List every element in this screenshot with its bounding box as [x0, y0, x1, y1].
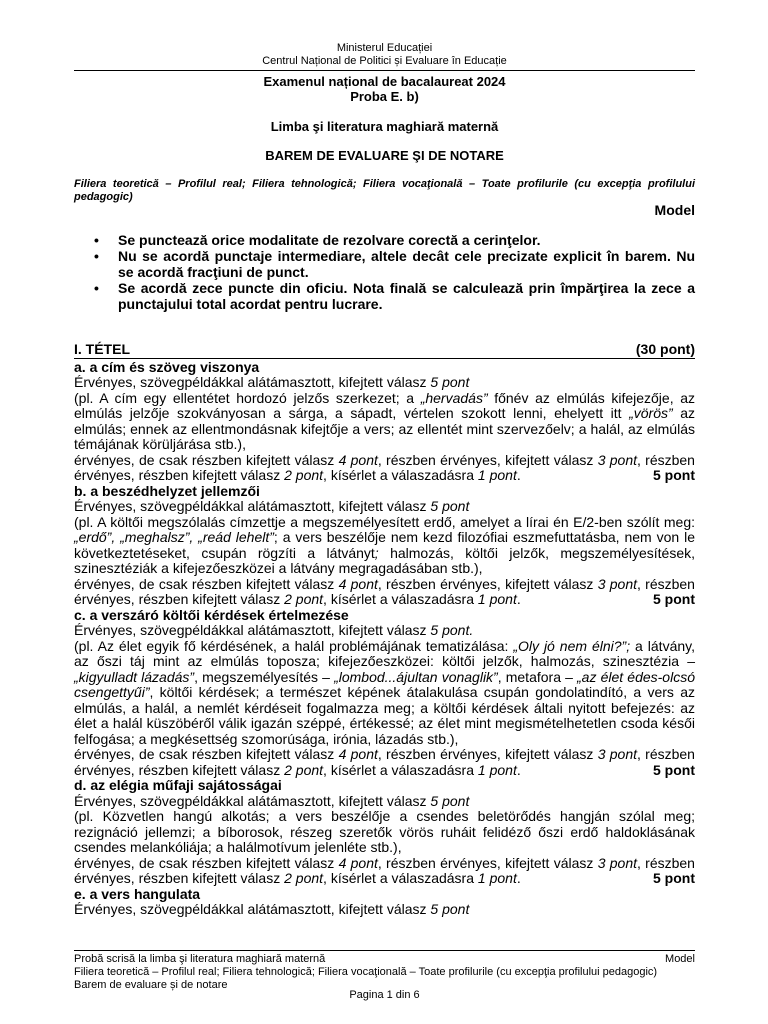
section-a-example: (pl. A cím egy ellentétet hordozó jelzős szerkezet; a „hervadás” főnév az elmúlás kifejezője, az elmúlás jelzője szokványosan a sárga, a sápadt, vértelen szokott lenni, ehelyett itt „vörös” az elmúlás; ennek az ellentmondásnak kifejtője a vers; az ellentét mint szervezőelv; a halál, az elmúlás témájának körüljárása stb.),	[74, 389, 695, 452]
section-c-valid: Érvényes, szövegpéldákkal alátámasztott, kifejtett válasz 5 pont.	[74, 622, 474, 638]
rule-item: • Se punctează orice modalitate de rezolvare corectă a cerinţelor.	[94, 232, 541, 248]
section-b-title: b. a beszédhelyzet jellemzői	[74, 482, 260, 499]
bullet-icon: •	[94, 232, 99, 248]
section-a-scoring: érvényes, de csak részben kifejtett válasz 4 pont, részben érvényes, kifejtett válasz 3 pont, részben érvényes, részben kifejtett válasz 2 pont, kísérlet a válaszadásra 1 pont. 5 pont	[74, 451, 695, 483]
footer-exam: Probă scrisă la limba şi literatura maghiară maternă	[74, 953, 326, 965]
proba-title: Proba E. b)	[350, 89, 419, 104]
section-d-total: 5 pont	[653, 870, 695, 886]
section-b-example: (pl. A költői megszólalás címzettje a megszemélyesített erdő, amelyet a lírai én E/2-ben szólít meg: „erdő”, „meghalsz”, „reád lehelt”; a vers beszélője nem kezd filozófiai eszmefuttatásba, nem von le következtetéseket, csupán rögzíti a látványt; halmozás, költői jelzők, megszemélyesítések, szinesztéziák a kifejezőeszközei a látvány megragadásában stb.),	[74, 513, 696, 576]
model-label: Model	[654, 202, 695, 218]
filiera-text: Filiera teoretică – Profilul real; Filiera tehnologică; Filiera vocaţională – Toate profilurile (cu excepţia profilului pedagogic)	[74, 178, 695, 203]
header-divider	[74, 70, 695, 71]
section-c-example: (pl. Az élet egyik fő kérdésének, a halál problémájának tematizálása: „Oly jó nem élni?”; a látvány, az őszi táj mint az elmúlás toposza; kifejezőeszközei: költői jelzők, halmozás, szinesztézia – „kigyulladt lázadás”, megszemélyesítés – „lombod...ájultan vonaglik”, metafora – „az élet édes-olcsó csengettyűi”, költői kérdések; a természet képének átalakulása csupán gondolatindító, a vers az elmúlás, a halál, a nemlét kérdéseit fogalmazza meg; a költői kérdések általi nyitott befejezés: az élet a halál küszöbéről válik igazán széppé, értékessé; az élet mint megismételhetetlen csoda késői felfogása; a megkésettség szomorúsága, irónia, lázadás stb.),	[74, 637, 695, 747]
section-d-example: (pl. Közvetlen hangú alkotás; a vers beszélője a csendes beletörődés hangján szólal meg; rezignáció jellemzi; a bíborosok, részeg szeretők vörös ruháit felidéző őszi erdő haldoklásának csendes melankóliája; a halálmotívum jelenléte stb.),	[74, 808, 695, 855]
section-b-scoring: érvényes, de csak részben kifejtett válasz 4 pont, részben érvényes, kifejtett válasz 3 pont, részben érvényes, részben kifejtett válasz 2 pont, kísérlet a válaszadásra 1 pont. 5 pont	[74, 575, 695, 607]
section-c-scoring: érvényes, de csak részben kifejtett válasz 4 pont, részben érvényes, kifejtett válasz 3 pont, részben érvényes, részben kifejtett válasz 2 pont, kísérlet a válaszadásra 1 pont. 5 pont	[74, 746, 695, 778]
section-d-valid: Érvényes, szövegpéldákkal alátámasztott, kifejtett válasz 5 pont	[74, 792, 470, 809]
section-a-title: a. a cím és szöveg viszonya	[74, 358, 260, 375]
exam-title: Examenul național de bacalaureat 2024	[263, 74, 506, 89]
tetel-title: I. TÉTEL	[74, 341, 130, 357]
footer-divider	[74, 950, 695, 951]
rule-item: • Nu se acordă punctaje intermediare, altele decât cele precizate explicit în barem. Nu se acordă fracţiuni de punct.	[94, 248, 695, 280]
section-c-title: c. a verszáró költői kérdések értelmezése	[74, 606, 349, 623]
center-name: Centrul Național de Politici și Evaluare în Educație	[262, 55, 507, 67]
footer-model: Model	[665, 953, 695, 965]
document-page	[74, 0, 695, 1024]
section-d-scoring: érvényes, de csak részben kifejtett válasz 4 pont, részben érvényes, kifejtett válasz 3 pont, részben érvényes, részben kifejtett válasz 2 pont, kísérlet a válaszadásra 1 pont. 5 pont	[74, 854, 695, 886]
page-number: Pagina 1 din 6	[349, 989, 420, 1001]
tetel-content	[74, 342, 695, 918]
bullet-icon: •	[94, 280, 99, 296]
page-header	[74, 42, 695, 68]
section-b-total: 5 pont	[653, 591, 695, 607]
rule-item: • Se acordă zece puncte din oficiu. Nota finală se calculează prin împărţirea la zece a punctajului total acordat pentru lucrare.	[94, 280, 695, 312]
section-a-valid: Érvényes, szövegpéldákkal alátámasztott, kifejtett válasz 5 pont	[74, 374, 470, 390]
footer-filiera: Filiera teoretică – Profilul real; Filiera tehnologică; Filiera vocaţională – Toate profilurile (cu excepţia profilului pedagogic)	[74, 966, 658, 978]
ministry-name: Ministerul Educației	[336, 42, 433, 54]
section-d-title: d. az elégia műfaji sajátosságai	[74, 777, 282, 793]
section-e-valid: Érvényes, szövegpéldákkal alátámasztott, kifejtett válasz 5 pont	[74, 901, 470, 917]
subject-title: Limba şi literatura maghiară maternă	[270, 119, 499, 134]
footer-barem: Barem de evaluare și de notare	[74, 979, 228, 991]
barem-title: BAREM DE EVALUARE ŞI DE NOTARE	[265, 148, 504, 163]
tetel-heading	[74, 342, 695, 359]
section-e-title: e. a vers hangulata	[74, 885, 201, 902]
page-footer	[74, 953, 695, 992]
bullet-icon: •	[94, 248, 99, 264]
section-c-total: 5 pont	[653, 761, 695, 778]
section-a-total: 5 pont	[653, 467, 695, 483]
tetel-points: (30 pont)	[635, 341, 695, 357]
rules-list	[74, 232, 695, 312]
section-b-valid: Érvényes, szövegpéldákkal alátámasztott, kifejtett válasz 5 pont	[74, 498, 470, 514]
